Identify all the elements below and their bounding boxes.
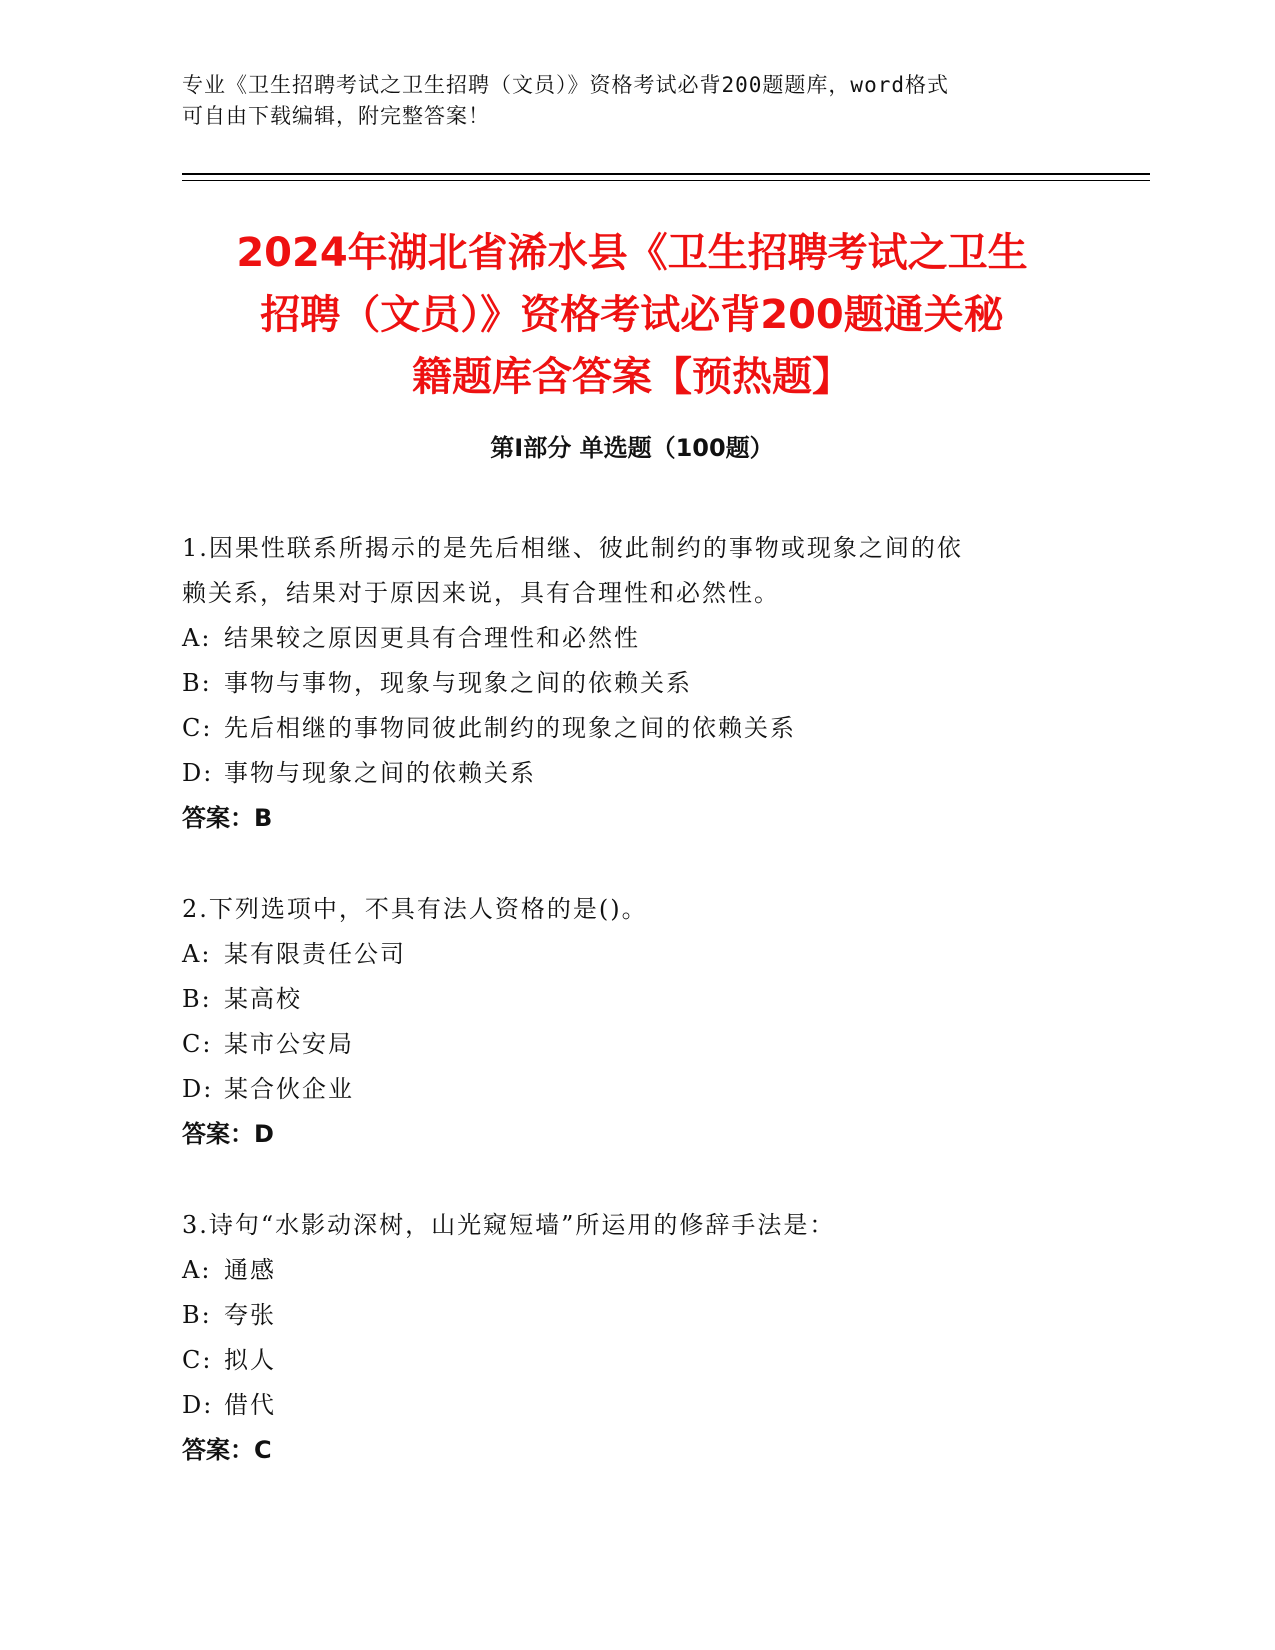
header-note-line-1: 专业《卫生招聘考试之卫生招聘（文员）》资格考试必背200题题库，word格式 [182,73,949,97]
header-note [182,70,1082,132]
option-b [182,977,1102,1022]
question-1 [182,526,1102,841]
answer-label: 答案： [182,1120,254,1148]
option-letter: A: [182,1256,212,1284]
question-2 [182,887,1102,1157]
question-stem-continued: 赖关系，结果对于原因来说，具有合理性和必然性。 [182,579,780,607]
option-letter: A: [182,624,212,652]
option-letter: D: [182,1075,214,1103]
question-list [182,526,1102,1519]
title-line-1: 2024年湖北省浠水县《卫生招聘考试之卫生 [236,230,1028,276]
option-letter: A: [182,940,212,968]
title-line-3: 籍题库含答案【预热题】 [412,354,852,400]
question-stem: 2.下列选项中，不具有法人资格的是()。 [182,895,648,923]
question-stem: 3.诗句“水影动深树，山光窥短墙”所运用的修辞手法是： [182,1211,836,1239]
option-text: 通感 [224,1256,276,1284]
option-text: 某市公安局 [224,1030,354,1058]
option-text: 某有限责任公司 [224,940,406,968]
option-text: 夸张 [224,1301,276,1329]
answer-value: B [254,804,273,832]
option-letter: D: [182,759,214,787]
option-a [182,932,1102,977]
option-letter: B: [182,1301,212,1329]
question-stem: 1.因果性联系所揭示的是先后相继、彼此制约的事物或现象之间的依 [182,534,963,562]
answer-value: D [254,1120,274,1148]
option-c [182,1022,1102,1067]
option-text: 某高校 [224,985,302,1013]
answer-label: 答案： [182,1436,254,1464]
option-c [182,706,1102,751]
option-a [182,1248,1102,1293]
document-title [182,222,1082,408]
option-text: 某合伙企业 [224,1075,354,1103]
option-text: 借代 [224,1391,276,1419]
option-text: 事物与现象之间的依赖关系 [224,759,536,787]
option-d [182,1383,1102,1428]
question-3 [182,1203,1102,1473]
option-text: 事物与事物，现象与现象之间的依赖关系 [224,669,692,697]
answer-line [182,796,1102,841]
option-letter: D: [182,1391,214,1419]
header-divider-thin [182,180,1150,181]
answer-value: C [254,1436,272,1464]
option-b [182,661,1102,706]
answer-label: 答案： [182,804,254,832]
answer-line [182,1428,1102,1473]
option-text: 先后相继的事物同彼此制约的现象之间的依赖关系 [224,714,796,742]
option-text: 结果较之原因更具有合理性和必然性 [224,624,640,652]
title-line-2: 招聘（文员）》资格考试必背200题通关秘 [260,292,1004,338]
option-a [182,616,1102,661]
option-b [182,1293,1102,1338]
option-text: 拟人 [224,1346,276,1374]
option-d [182,1067,1102,1112]
answer-line [182,1112,1102,1157]
option-letter: B: [182,985,212,1013]
option-c [182,1338,1102,1383]
option-letter: C: [182,1030,213,1058]
option-letter: C: [182,714,213,742]
header-divider-thick [182,173,1150,175]
header-note-line-2: 可自由下载编辑，附完整答案！ [182,104,490,128]
option-letter: C: [182,1346,213,1374]
section-heading: 第Ⅰ部分 单选题（100题） [490,434,774,462]
option-d [182,751,1102,796]
option-letter: B: [182,669,212,697]
